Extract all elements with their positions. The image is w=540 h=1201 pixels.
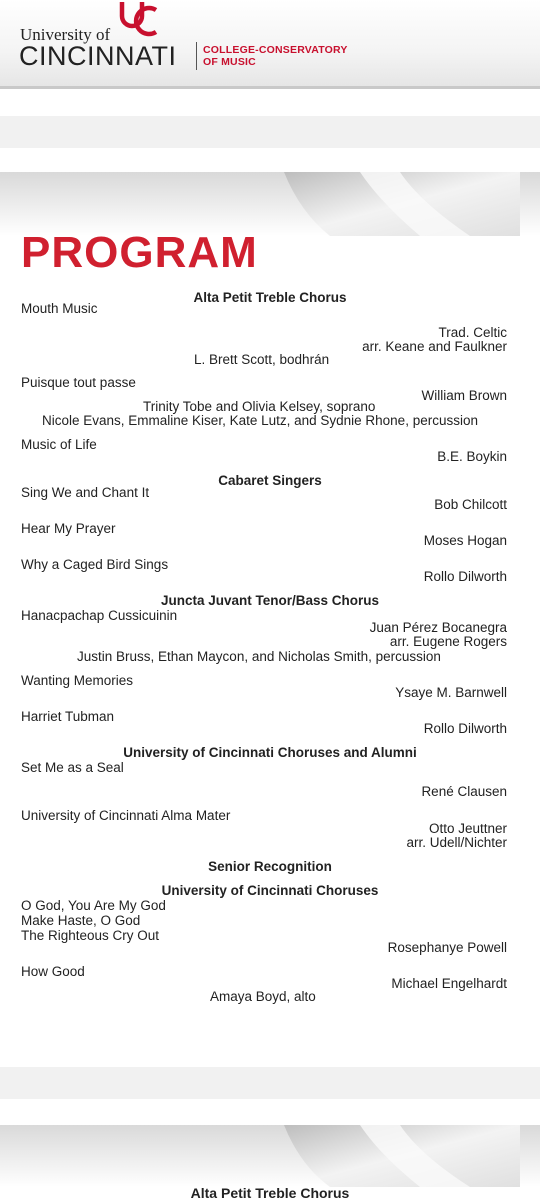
piece-title: Harriet Tubman <box>21 709 115 724</box>
piece-title: The Righteous Cry Out <box>21 928 160 943</box>
piece-title: Set Me as a Seal <box>21 760 124 775</box>
logo-cincinnati: CINCINNATI <box>19 41 177 71</box>
next-section-heading: Alta Petit Treble Chorus <box>190 1185 350 1201</box>
piece-title: Mouth Music <box>21 301 98 316</box>
performer: L. Brett Scott, bodhrán <box>194 352 330 367</box>
composer: Bob Chilcott <box>434 497 507 512</box>
composer: Rosephanye Powell <box>387 940 507 955</box>
ensemble-heading: Alta Petit Treble Chorus <box>193 290 347 305</box>
piece-title: Sing We and Chant It <box>21 485 150 500</box>
program-title: PROGRAM <box>21 228 258 277</box>
page-top-shade <box>0 1125 540 1187</box>
ensemble-heading: University of Cincinnati Choruses <box>161 883 379 898</box>
ensemble-heading: University of Cincinnati Choruses and Alumni <box>123 745 417 760</box>
composer: Rollo Dilworth <box>423 569 507 584</box>
arranger: arr. Keane and Faulkner <box>362 339 507 354</box>
composer: Juan Pérez Bocanegra <box>369 620 507 635</box>
composer: Otto Jeuttner <box>428 821 507 836</box>
composer: Moses Hogan <box>423 533 507 548</box>
ensemble-heading: Cabaret Singers <box>218 473 322 488</box>
performer: Justin Bruss, Ethan Maycon, and Nicholas Smith, percussion <box>77 649 441 664</box>
ensemble-heading: Juncta Juvant Tenor/Bass Chorus <box>160 593 380 608</box>
logo-university-of: University of <box>20 25 111 44</box>
performer: Amaya Boyd, alto <box>210 989 316 1004</box>
piece-title: O God, You Are My God <box>21 898 166 913</box>
piece-title: Make Haste, O God <box>21 913 141 928</box>
piece-title: Puisque tout passe <box>21 375 136 390</box>
gray-band <box>0 116 540 148</box>
gray-band <box>0 1067 540 1099</box>
composer: Ysaye M. Barnwell <box>395 685 507 700</box>
uc-logo-icon <box>116 0 160 40</box>
section-heading: Senior Recognition <box>208 859 332 874</box>
performer: Nicole Evans, Emmaline Kiser, Kate Lutz, and Sydnie Rhone, percussion <box>42 413 478 428</box>
logo-ccm-line2: OF MUSIC <box>203 56 256 68</box>
logo-divider <box>196 42 197 70</box>
piece-title: Hear My Prayer <box>21 521 116 536</box>
composer: Rollo Dilworth <box>423 721 507 736</box>
composer: B.E. Boykin <box>437 449 507 464</box>
page-top-shade <box>0 172 540 236</box>
composer: Trad. Celtic <box>438 325 507 340</box>
piece-title: University of Cincinnati Alma Mater <box>21 808 231 823</box>
piece-title: Hanacpachap Cussicuinin <box>21 608 178 623</box>
arranger: arr. Eugene Rogers <box>389 634 507 649</box>
logo-ccm-line1: COLLEGE-CONSERVATORY <box>203 44 348 56</box>
arranger: arr. Udell/Nichter <box>406 835 507 850</box>
composer: Michael Engelhardt <box>391 976 507 991</box>
piece-title: Wanting Memories <box>21 673 134 688</box>
composer: William Brown <box>421 388 507 403</box>
piece-title: Music of Life <box>21 437 97 452</box>
performer: Trinity Tobe and Olivia Kelsey, soprano <box>143 399 376 414</box>
composer: René Clausen <box>421 784 507 799</box>
piece-title: How Good <box>21 964 85 979</box>
site-header <box>0 0 540 89</box>
logo-ccm <box>203 44 348 68</box>
piece-title: Why a Caged Bird Sings <box>21 557 169 572</box>
